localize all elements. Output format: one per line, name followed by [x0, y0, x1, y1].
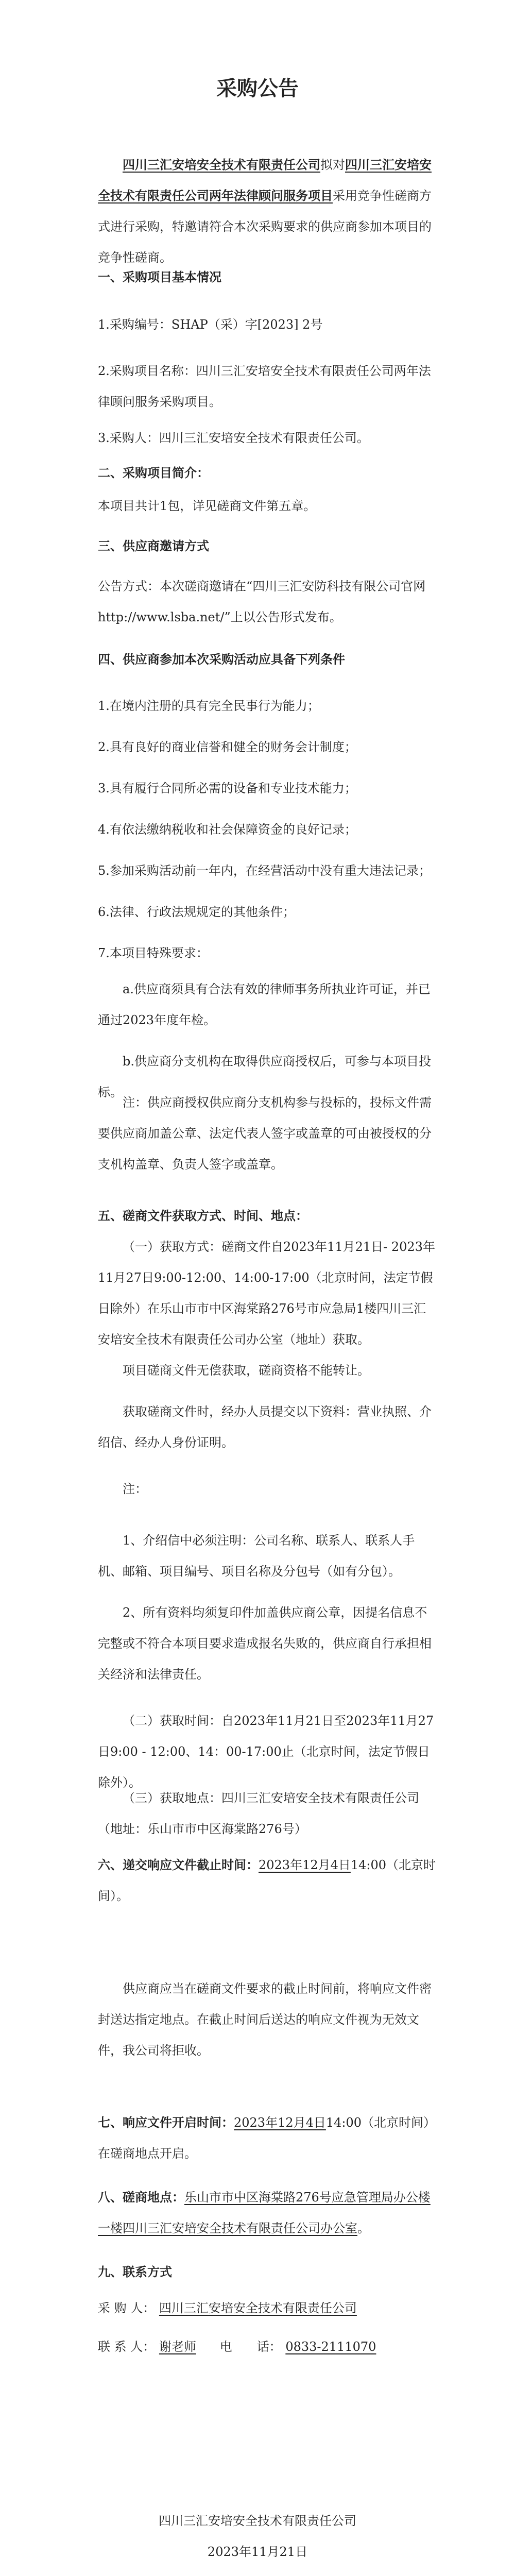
section-6-line: [98, 1850, 438, 1911]
section-1-heading: 一、采购项目基本情况: [98, 269, 221, 284]
submission-deadline-time: 14:00（北京时间）。: [98, 1858, 436, 1903]
condition-7a: a.供应商须具有合法有效的律师事务所执业许可证，并已通过2023年度年检。: [98, 982, 431, 1027]
section-6-heading: 六、递交响应文件截止时间：: [98, 1857, 259, 1872]
note-2: 2、所有资料均须复印件加盖供应商公章，因提名信息不完整或不符合本项目要求造成报名失败的，供应商自行承担相关经济和法律责任。: [98, 1605, 432, 1682]
required-documents: 获取磋商文件时，经办人员提交以下资料：营业执照、介绍信、经办人身份证明。: [98, 1404, 432, 1450]
signature-date: 2023年11月21日: [207, 2545, 308, 2559]
section-4-note: 注：供应商授权供应商分支机构参与投标的，投标文件需要供应商加盖公章、法定代表人签字或盖章的可由被授权的分支机构盖章、负责人签字或盖章。: [98, 1095, 432, 1172]
note-1: 1、介绍信中必须注明：公司名称、联系人、联系人手机、邮箱、项目编号、项目名称及分包号（如有分包）。: [98, 1533, 415, 1579]
contact-name: 谢老师: [159, 2340, 196, 2354]
phone-label: 电 话：: [219, 2340, 282, 2354]
buyer-line: [98, 2293, 438, 2324]
contact-label: 联 系 人：: [98, 2340, 156, 2354]
consultation-place: 乐山市市中区海棠路276号应急管理局办公楼一楼四川三汇安培安全技术有限责任公司办公室: [98, 2190, 431, 2235]
section-8-end: 。: [357, 2221, 370, 2235]
free-acquisition-note: 项目磋商文件无偿获取，磋商资格不能转让。: [123, 1363, 370, 1378]
buyer-label: 采 购 人：: [98, 2301, 156, 2315]
page-title: 采购公告: [216, 76, 299, 100]
section-3-heading: 三、供应商邀请方式: [98, 538, 209, 553]
intro-paragraph: [98, 149, 438, 273]
section-9-heading: 九、联系方式: [98, 2264, 172, 2279]
section-2-heading: 二、采购项目简介：: [98, 465, 209, 480]
section-2-text: 本项目共计1包，详见磋商文件第五章。: [98, 499, 316, 513]
opening-date: 2023年12月4日: [234, 2115, 326, 2130]
condition-3: 3.具有履行合同所必需的设备和专业技术能力；: [98, 781, 357, 795]
buyer-name: 四川三汇安培安全技术有限责任公司: [159, 2301, 357, 2315]
section-1-item-1: 1.采购编号：SHAP（采）字[2023] 2号: [98, 317, 323, 332]
intro-text-1: 拟对: [320, 158, 345, 172]
condition-4: 4.有依法缴纳税收和社会保障资金的良好记录；: [98, 822, 357, 837]
signature-company: 四川三汇安培安全技术有限责任公司: [159, 2514, 356, 2528]
phone-number: 0833-2111070: [285, 2340, 376, 2354]
condition-2: 2.具有良好的商业信誉和健全的财务会计制度；: [98, 740, 357, 754]
submission-deadline-date: 2023年12月4日: [259, 1858, 351, 1872]
acquisition-time: （二）获取时间：自2023年11月21日至2023年11月27日9:00 - 12:00、14：00-17:00止（北京时间，法定节假日除外）。: [98, 1714, 434, 1790]
opening-time: 14:00（北京时间）在磋商地点开启。: [98, 2115, 436, 2161]
section-1-item-3: 3.采购人：四川三汇安培安全技术有限责任公司。: [98, 431, 369, 445]
condition-1: 1.在境内注册的具有完全民事行为能力；: [98, 699, 320, 713]
section-5-heading: 五、磋商文件获取方式、时间、地点：: [98, 1208, 308, 1223]
section-7-heading: 七、响应文件开启时间：: [98, 2115, 234, 2130]
intro-text-2: 采用竞争性磋商方式进行采购，特邀请符合本次采购要求的供应商参加本项目的竞争性磋商。: [98, 189, 432, 265]
section-7-line: [98, 2107, 438, 2169]
intro-company: 四川三汇安培安全技术有限责任公司: [123, 157, 320, 172]
section-3-text: 公告方式：本次磋商邀请在“四川三汇安防科技有限公司官网http://www.lsba.net/”上以公告形式发布。: [98, 579, 426, 624]
intro-project: 四川三汇安培安全技术有限责任公司两年法律顾问服务项目: [98, 157, 432, 203]
section-1-item-2: 2.采购项目名称：四川三汇安培安全技术有限责任公司两年法律顾问服务采购项目。: [98, 364, 431, 409]
section-8-line: [98, 2182, 438, 2244]
condition-7: 7.本项目特殊要求：: [98, 946, 209, 960]
acquisition-method: （一）获取方式：磋商文件自2023年11月21日- 2023年11月27日9:00-12:00、14:00-17:00（北京时间，法定节假日除外）在乐山市市中区海棠路276号市应急局1楼四川三汇安培安全技术有限责任公司办公室（地址）获取。: [98, 1240, 435, 1347]
note-label: 注：: [123, 1482, 147, 1496]
section-4-heading: 四、供应商参加本次采购活动应具备下列条件: [98, 652, 345, 667]
acquisition-place: （三）获取地点：四川三汇安培安全技术有限责任公司（地址：乐山市市中区海棠路276号）: [98, 1791, 419, 1836]
section-8-heading: 八、磋商地点：: [98, 2190, 184, 2205]
section-6-text: 供应商应当在磋商文件要求的截止时间前，将响应文件密封送达指定地点。在截止时间后送达的响应文件视为无效文件，我公司将拒收。: [98, 1981, 432, 2058]
condition-6: 6.法律、行政法规规定的其他条件；: [98, 905, 295, 919]
contact-line: [98, 2331, 438, 2362]
condition-5: 5.参加采购活动前一年内，在经营活动中没有重大违法记录；: [98, 863, 431, 878]
condition-7b: b.供应商分支机构在取得供应商授权后，可参与本项目投标。: [98, 1054, 431, 1099]
